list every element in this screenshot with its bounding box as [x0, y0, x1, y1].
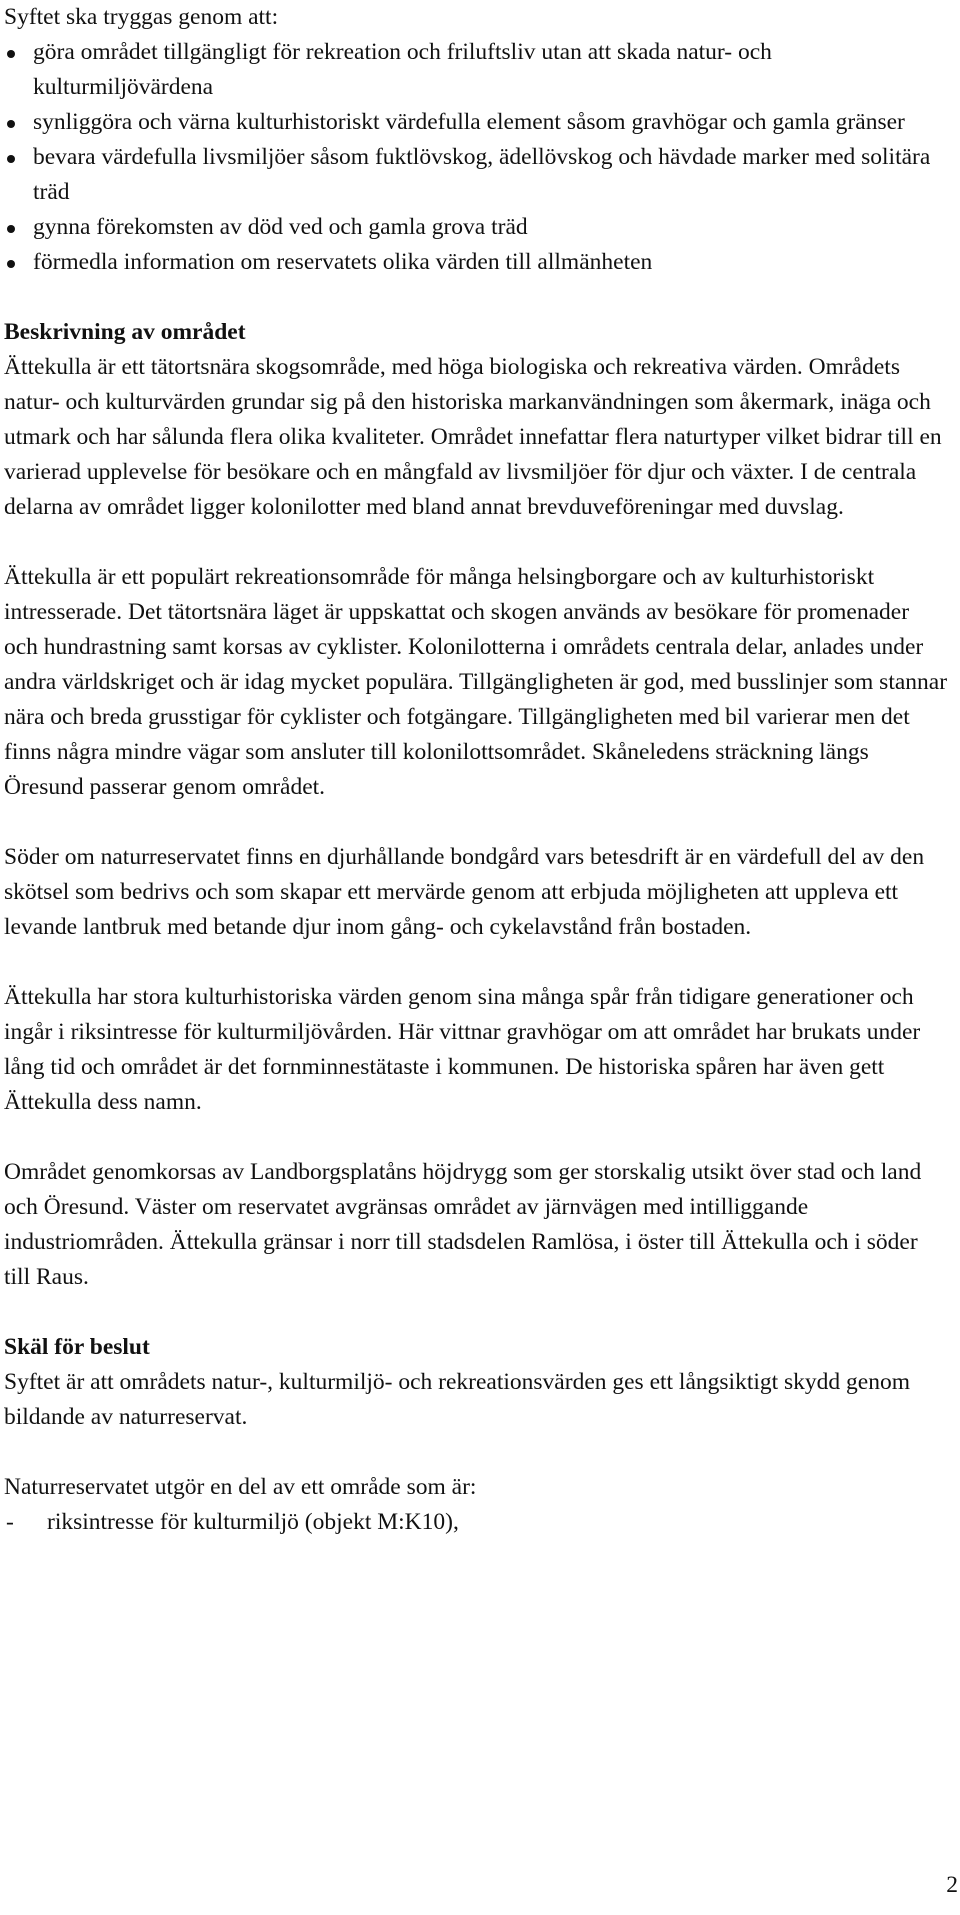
list-item: förmedla information om reservatets olika värden till allmänheten [4, 245, 948, 280]
goals-list [4, 35, 948, 280]
section-heading-reasons: Skäl för beslut [4, 1334, 150, 1360]
document-page [4, 0, 948, 1540]
list-item: gynna förekomsten av död ved och gamla grova träd [4, 210, 948, 245]
bullet-icon [7, 120, 15, 128]
paragraph: Ättekulla är ett populärt rekreationsområde för många helsingborgare och av kulturhistoriskt intresserade. Det tätortsnära läget är uppskattat och skogen används av besökare för promenader och hundrastning samt korsas av cyklister. Kolonilotterna i områdets centrala delar, anlades under andra världskriget och är idag mycket populära. Tillgängligheten är god, med busslinjer som stannar nära och breda grusstigar för cyklister och fotgängare. Tillgängligheten med bil varierar men det finns några mindre vägar som ansluter till kolonilottsområdet. Skåneledens sträckning längs Öresund passerar genom området. [4, 564, 948, 800]
list-intro: Naturreservatet utgör en del av ett område som är: [4, 1474, 477, 1500]
page-number: 2 [946, 1872, 958, 1898]
interest-list [4, 1505, 948, 1540]
bullet-icon [7, 260, 15, 268]
paragraph: Syftet är att områdets natur-, kulturmiljö- och rekreationsvärden ges ett långsiktigt skydd genom bildande av naturreservat. [4, 1369, 911, 1430]
list-item: synliggöra och värna kulturhistoriskt värdefulla element såsom gravhögar och gamla gränser [4, 105, 948, 140]
list-item: göra området tillgängligt för rekreation och friluftsliv utan att skada natur- och kulturmiljövärdena [4, 35, 948, 105]
paragraph: Ättekulla är ett tätortsnära skogsområde, med höga biologiska och rekreativa värden. Områdets natur- och kulturvärden grundar sig på den historiska markanvändningen som åkermark, inäga och utmark och har sålunda flera olika kvaliteter. Området innefattar flera naturtyper vilket bidrar till en varierad upplevelse för besökare och en mångfald av livsmiljöer för djur och växter. I de centrala delarna av området ligger kolonilotter med bland annat brevduveföreningar med duvslag. [4, 354, 942, 520]
paragraph: Området genomkorsas av Landborgsplatåns höjdrygg som ger storskalig utsikt över stad och land och Öresund. Väster om reservatet avgränsas området av järnvägen med intilliggande industriområden. Ättekulla gränsar i norr till stadsdelen Ramlösa, i öster till Ättekulla och i söder till Raus. [4, 1159, 922, 1290]
bullet-icon [7, 50, 15, 58]
dash-marker: - [6, 1509, 14, 1535]
paragraph: Söder om naturreservatet finns en djurhållande bondgård vars betesdrift är en värdefull del av den skötsel som bedrivs och som skapar ett mervärde genom att erbjuda möjligheten att uppleva ett levande lantbruk med betande djur inom gång- och cykelavstånd från bostaden. [4, 844, 925, 940]
bullet-icon [7, 155, 15, 163]
paragraph: Ättekulla har stora kulturhistoriska värden genom sina många spår från tidigare generationer och ingår i riksintresse för kulturmiljövården. Här vittnar gravhögar om att området har brukats under lång tid och området är det fornminnestätaste i kommunen. De historiska spåren har även gett Ättekulla dess namn. [4, 984, 921, 1115]
list-item: bevara värdefulla livsmiljöer såsom fuktlövskog, ädellövskog och hävdade marker med solitära träd [4, 140, 948, 210]
bullet-icon [7, 225, 15, 233]
intro-text: Syftet ska tryggas genom att: [4, 4, 279, 30]
list-item: - riksintresse för kulturmiljö (objekt M:K10), [4, 1505, 948, 1540]
section-heading-description: Beskrivning av området [4, 319, 246, 345]
